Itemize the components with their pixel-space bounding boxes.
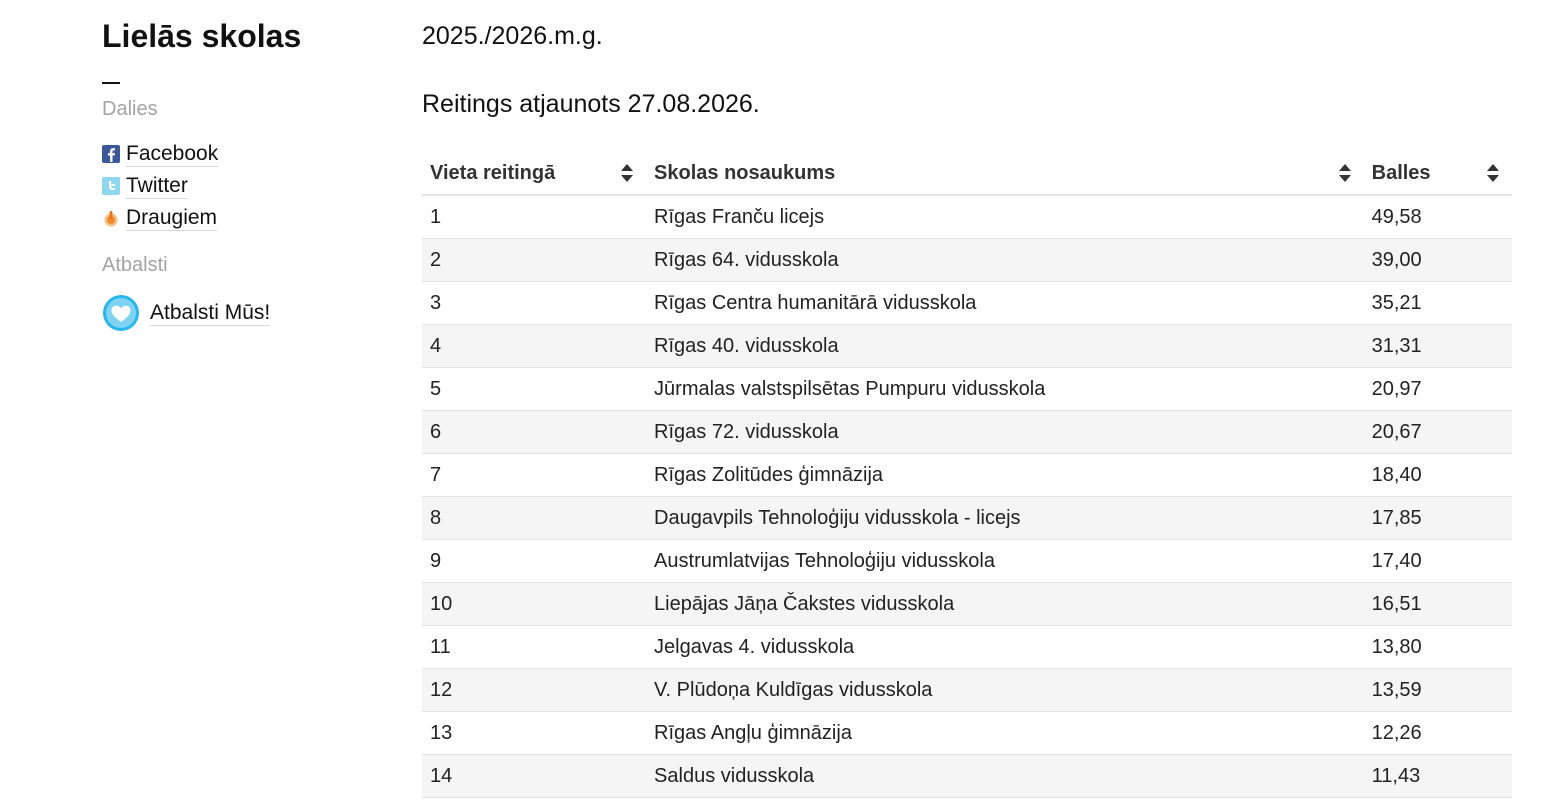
- column-header-name[interactable]: [646, 152, 1364, 195]
- rank-cell: 11: [422, 626, 646, 669]
- share-link-twitter[interactable]: Twitter: [126, 173, 188, 197]
- score-cell: 18,40: [1364, 454, 1512, 497]
- facebook-icon: [102, 145, 120, 163]
- column-header-label: Balles: [1371, 161, 1431, 184]
- sort-icon: [1486, 163, 1500, 183]
- table-row: [422, 540, 1512, 583]
- column-header-label: Vieta reitingā: [430, 161, 556, 184]
- table-row: [422, 454, 1512, 497]
- score-cell: 20,97: [1364, 368, 1512, 411]
- rank-cell: 1: [422, 195, 646, 239]
- rank-cell: 13: [422, 712, 646, 755]
- rank-cell: 10: [422, 583, 646, 626]
- school-name-cell: Rīgas Centra humanitārā vidusskola: [646, 282, 1364, 325]
- school-name-cell: Rīgas Angļu ģimnāzija: [646, 712, 1364, 755]
- score-cell: 49,58: [1364, 195, 1512, 239]
- share-link-draugiem[interactable]: Draugiem: [126, 205, 218, 229]
- school-year: 2025./2026.m.g.: [422, 22, 603, 50]
- rank-cell: 5: [422, 368, 646, 411]
- support-us-link[interactable]: Atbalsti Mūs!: [150, 300, 271, 324]
- column-header-score[interactable]: [1364, 152, 1512, 195]
- rank-cell: 4: [422, 325, 646, 368]
- share-item-facebook[interactable]: [102, 138, 402, 170]
- school-name-cell: Jelgavas 4. vidusskola: [646, 626, 1364, 669]
- share-link-facebook[interactable]: Facebook: [126, 141, 219, 165]
- table-row: [422, 411, 1512, 454]
- sidebar: [102, 16, 402, 332]
- draugiem-icon: [102, 209, 120, 227]
- school-name-cell: Rīgas 40. vidusskola: [646, 325, 1364, 368]
- rank-cell: 8: [422, 497, 646, 540]
- school-name-cell: Saldus vidusskola: [646, 755, 1364, 798]
- school-name-cell: Austrumlatvijas Tehnoloģiju vidusskola: [646, 540, 1364, 583]
- main-content: [422, 16, 1512, 798]
- school-name-cell: Rīgas 64. vidusskola: [646, 239, 1364, 282]
- score-cell: 13,59: [1364, 669, 1512, 712]
- score-cell: 20,67: [1364, 411, 1512, 454]
- table-row: [422, 368, 1512, 411]
- score-cell: 35,21: [1364, 282, 1512, 325]
- page-title: Lielās skolas: [102, 18, 302, 54]
- school-name-cell: Rīgas Franču licejs: [646, 195, 1364, 239]
- table-row: [422, 282, 1512, 325]
- score-cell: 17,40: [1364, 540, 1512, 583]
- table-row: [422, 712, 1512, 755]
- school-name-cell: V. Plūdoņa Kuldīgas vidusskola: [646, 669, 1364, 712]
- score-cell: 16,51: [1364, 583, 1512, 626]
- school-name-cell: Rīgas 72. vidusskola: [646, 411, 1364, 454]
- school-name-cell: Liepājas Jāņa Čakstes vidusskola: [646, 583, 1364, 626]
- ranking-table-body: [422, 195, 1512, 798]
- table-row: [422, 755, 1512, 798]
- score-cell: 12,26: [1364, 712, 1512, 755]
- column-header-rank[interactable]: [422, 152, 646, 195]
- score-cell: 13,80: [1364, 626, 1512, 669]
- title-divider: [102, 82, 120, 84]
- share-list: [102, 138, 402, 234]
- column-header-label: Skolas nosaukums: [654, 161, 836, 184]
- score-cell: 31,31: [1364, 325, 1512, 368]
- updated-date: Reitings atjaunots 27.08.2026.: [422, 90, 760, 118]
- rank-cell: 3: [422, 282, 646, 325]
- score-cell: 17,85: [1364, 497, 1512, 540]
- score-cell: 11,43: [1364, 755, 1512, 798]
- heart-icon: [102, 294, 140, 332]
- rank-cell: 2: [422, 239, 646, 282]
- share-section-label: Dalies: [102, 98, 158, 120]
- table-row: [422, 239, 1512, 282]
- sort-icon: [1338, 163, 1352, 183]
- support-section-label: Atbalsti: [102, 254, 168, 276]
- table-header-row: [422, 152, 1512, 195]
- table-row: [422, 583, 1512, 626]
- table-row: [422, 669, 1512, 712]
- share-item-draugiem[interactable]: [102, 202, 402, 234]
- rank-cell: 12: [422, 669, 646, 712]
- twitter-icon: [102, 177, 120, 195]
- rank-cell: 6: [422, 411, 646, 454]
- rank-cell: 14: [422, 755, 646, 798]
- table-row: [422, 626, 1512, 669]
- rank-cell: 9: [422, 540, 646, 583]
- sort-icon: [620, 163, 634, 183]
- table-row: [422, 195, 1512, 239]
- score-cell: 39,00: [1364, 239, 1512, 282]
- school-name-cell: Jūrmalas valstspilsētas Pumpuru vidusskola: [646, 368, 1364, 411]
- table-row: [422, 325, 1512, 368]
- table-row: [422, 497, 1512, 540]
- ranking-table: [422, 152, 1512, 798]
- rank-cell: 7: [422, 454, 646, 497]
- share-item-twitter[interactable]: [102, 170, 402, 202]
- school-name-cell: Rīgas Zolitūdes ģimnāzija: [646, 454, 1364, 497]
- school-name-cell: Daugavpils Tehnoloģiju vidusskola - licejs: [646, 497, 1364, 540]
- support-link-row[interactable]: [102, 294, 402, 332]
